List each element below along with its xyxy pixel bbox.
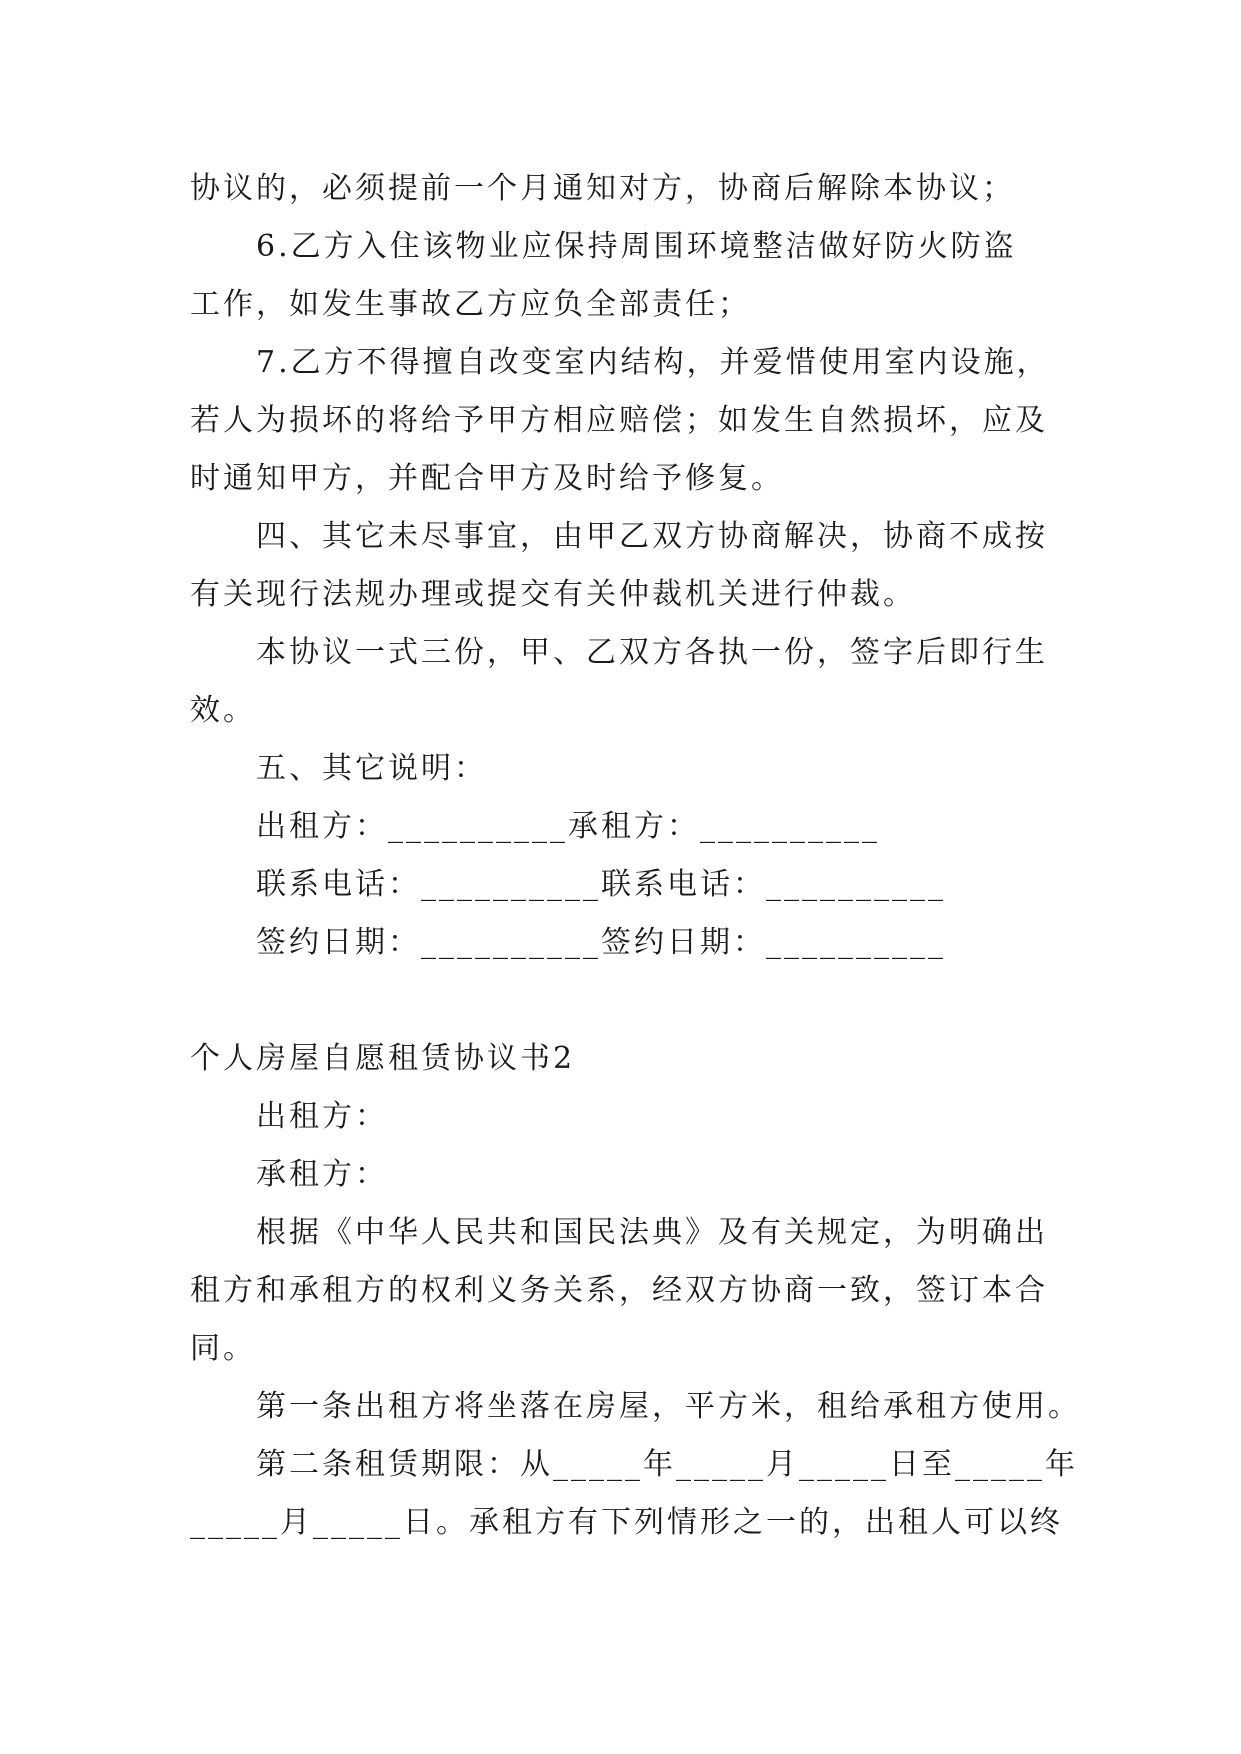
text-line: 工作，如发生事故乙方应负全部责任；	[190, 287, 751, 322]
blank-line	[190, 972, 1060, 1030]
text-line: 时通知甲方，并配合甲方及时给予修复。	[190, 461, 784, 496]
text-line: 同。	[190, 1331, 256, 1366]
text-line: 租方和承租方的权利义务关系，经双方协商一致，签订本合	[190, 1273, 1048, 1308]
text-line: 有关现行法规办理或提交有关仲裁机关进行仲裁。	[190, 577, 916, 612]
document-title: 个人房屋自愿租赁协议书2	[190, 1041, 576, 1076]
text-line: 效。	[190, 693, 256, 728]
signature-line-phone: 联系电话：__________联系电话：__________	[256, 867, 946, 902]
signature-line-party: 出租方：__________承租方：__________	[256, 809, 880, 844]
text-line: 本协议一式三份，甲、乙双方各执一份，签字后即行生	[256, 635, 1048, 670]
text-line: _____月_____日。承租方有下列情形之一的，出租人可以终	[190, 1505, 1063, 1540]
text-line: 四、其它未尽事宜，由甲乙双方协商解决，协商不成按	[256, 519, 1048, 554]
document-page	[190, 160, 1081, 1552]
text-line: 协议的，必须提前一个月通知对方，协商后解除本协议；	[190, 171, 1015, 206]
text-line: 6.乙方入住该物业应保持周围环境整洁做好防火防盗	[256, 229, 1017, 264]
text-line: 根据《中华人民共和国民法典》及有关规定，为明确出	[256, 1215, 1048, 1250]
text-line: 若人为损坏的将给予甲方相应赔偿；如发生自然损坏，应及	[190, 403, 1048, 438]
article-1: 第一条出租方将坐落在房屋，平方米，租给承租方使用。	[256, 1389, 1081, 1424]
signature-line-date: 签约日期：__________签约日期：__________	[256, 925, 946, 960]
section-heading: 五、其它说明：	[256, 751, 487, 786]
text-line: 7.乙方不得擅自改变室内结构，并爱惜使用室内设施，	[256, 345, 1050, 380]
article-2: 第二条租赁期限：从_____年_____月_____日至_____年	[256, 1447, 1078, 1482]
lessee-field: 承租方：	[256, 1157, 388, 1192]
lessor-field: 出租方：	[256, 1099, 388, 1134]
